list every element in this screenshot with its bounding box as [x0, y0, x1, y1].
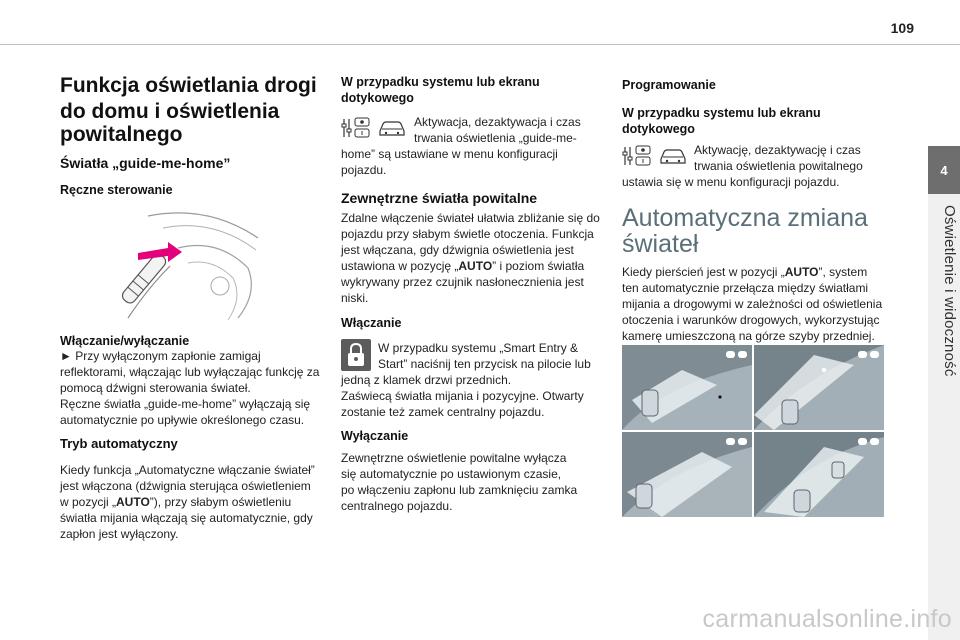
touch3-heading-line1: W przypadku systemu lub ekranu — [622, 106, 821, 120]
chapter-title: Oświetlenie i widoczność — [941, 205, 958, 377]
touch3-text-line1: Aktywację, dezaktywację i czas — [694, 143, 861, 157]
page-number: 109 — [890, 20, 914, 36]
p1-line1: ► Przy wyłączonym zapłonie zamigaj — [60, 349, 261, 363]
touch3-text-line3: ustawia się w menu konfiguracji pojazdu. — [622, 175, 840, 189]
beam-photo-4 — [754, 432, 884, 517]
p1-line2: reflektorami, włączając lub wyłączając funkcję za — [60, 365, 320, 379]
welcome-line3: jest włączana, gdy dźwignia oświetlenia jest — [341, 243, 574, 257]
chapter-tab[interactable]: 4 — [928, 146, 960, 194]
car-icon — [658, 144, 688, 173]
p2-line4: światła mijania włączają się automatycznie, gdy — [60, 511, 313, 525]
car-icon — [377, 116, 407, 145]
beam-photo-3 — [622, 432, 752, 517]
settings-menu-icon — [341, 116, 371, 145]
welcome-line4: ustawiona w pozycję „AUTO” i poziom światła — [341, 259, 585, 273]
subsection-title: Światła „guide-me-home” — [60, 155, 231, 171]
touch-heading-line2: dotykowego — [341, 91, 414, 105]
welcome-heading: Zewnętrzne światła powitalne — [341, 190, 538, 206]
touch-heading-line1: W przypadku systemu lub ekranu — [341, 75, 540, 89]
touch-text-line4: pojazdu. — [341, 163, 387, 177]
auto-line4: otoczenia i warunków drogowych, wykorzystując — [622, 313, 880, 327]
off-line2: się automatycznie po ustawionym czasie, — [341, 467, 562, 481]
auto-line5: kamerę umieszczoną na górze szyby przedniej. — [622, 329, 875, 343]
p2-line3: w pozycji „AUTO”), przy słabym oświetleniu — [60, 495, 292, 509]
auto-switch-title-line2: świateł — [622, 230, 699, 258]
welcome-line1: Zdalne włączenie świateł ułatwia zbliżanie się do — [341, 211, 600, 225]
beam-photo-1 — [622, 345, 752, 430]
touch3-text-line2: trwania oświetlenia powitalnego — [694, 159, 863, 173]
p2-line5: zapłon jest wyłączony. — [60, 527, 179, 541]
on-line3: jedną z klamek drzwi przednich. — [341, 373, 512, 387]
touch-text-line1: Aktywacja, dezaktywacja i czas — [414, 115, 581, 129]
on-line4: Zaświecą światła mijania i pozycyjne. Otwarty — [341, 389, 584, 403]
section-title-line2: do domu i oświetlenia — [60, 100, 280, 123]
beam-photo-2 — [754, 345, 884, 430]
welcome-line5: wykrywany przez czujnik nasłonecznienia jest — [341, 275, 584, 289]
welcome-line6: niski. — [341, 291, 369, 305]
on-line2: Start” naciśnij ten przycisk na pilocie lub — [378, 357, 591, 371]
auto-line3: mijania a drogowymi w zależności od oświetlenia — [622, 297, 883, 311]
lever-illustration — [108, 208, 268, 328]
p2-line2: jest włączona (dźwignia sterująca oświetleniem — [60, 479, 311, 493]
watermark: carmanualsonline.info — [702, 605, 952, 633]
auto-switch-title-line1: Automatyczna zmiana — [622, 204, 868, 232]
off-heading: Wyłączanie — [341, 429, 409, 443]
on-line1: W przypadku systemu „Smart Entry & — [378, 341, 579, 355]
p1-line4: Ręczne światła „guide-me-home” wyłączają się — [60, 397, 311, 411]
off-line3: po włączeniu zapłonu lub zamknięciu zamka — [341, 483, 578, 497]
auto-heading: Tryb automatyczny — [60, 436, 178, 451]
header-rule — [0, 44, 960, 45]
off-line1: Zewnętrzne oświetlenie powitalne wyłącza — [341, 451, 567, 465]
settings-menu-icon — [622, 144, 652, 173]
prog-heading: Programowanie — [622, 78, 716, 92]
onoff-heading: Włączanie/wyłączanie — [60, 334, 190, 348]
auto-line1: Kiedy pierścień jest w pozycji „AUTO”, system — [622, 265, 868, 279]
off-line4: centralnego pojazdu. — [341, 499, 453, 513]
on-line5: zostanie też zamek centralny pojazdu. — [341, 405, 545, 419]
touch-text-line3: home” są ustawiane w menu konfiguracji — [341, 147, 558, 161]
p2-line1: Kiedy funkcja „Automatyczne włączanie świateł” — [60, 463, 315, 477]
touch3-heading-line2: dotykowego — [622, 122, 695, 136]
touch3-icons — [622, 144, 688, 173]
auto-line2: ten automatycznie przełącza między światłami — [622, 281, 869, 295]
touch-icons — [341, 116, 407, 145]
section-title-line3: powitalnego — [60, 123, 183, 146]
on-heading: Włączanie — [341, 316, 402, 330]
p1-line5: automatycznie po upływie określonego czasu. — [60, 413, 305, 427]
touch-text-line2: trwania oświetlenia „guide-me- — [414, 131, 577, 145]
manual-heading: Ręczne sterowanie — [60, 183, 173, 197]
section-title-line1: Funkcja oświetlania drogi — [60, 74, 317, 97]
p1-line3: pomocą dźwigni sterowania świateł. — [60, 381, 251, 395]
welcome-line2: pojazdu przy słabym świetle otoczenia. Funkcja — [341, 227, 594, 241]
remote-key-icon — [341, 339, 371, 371]
